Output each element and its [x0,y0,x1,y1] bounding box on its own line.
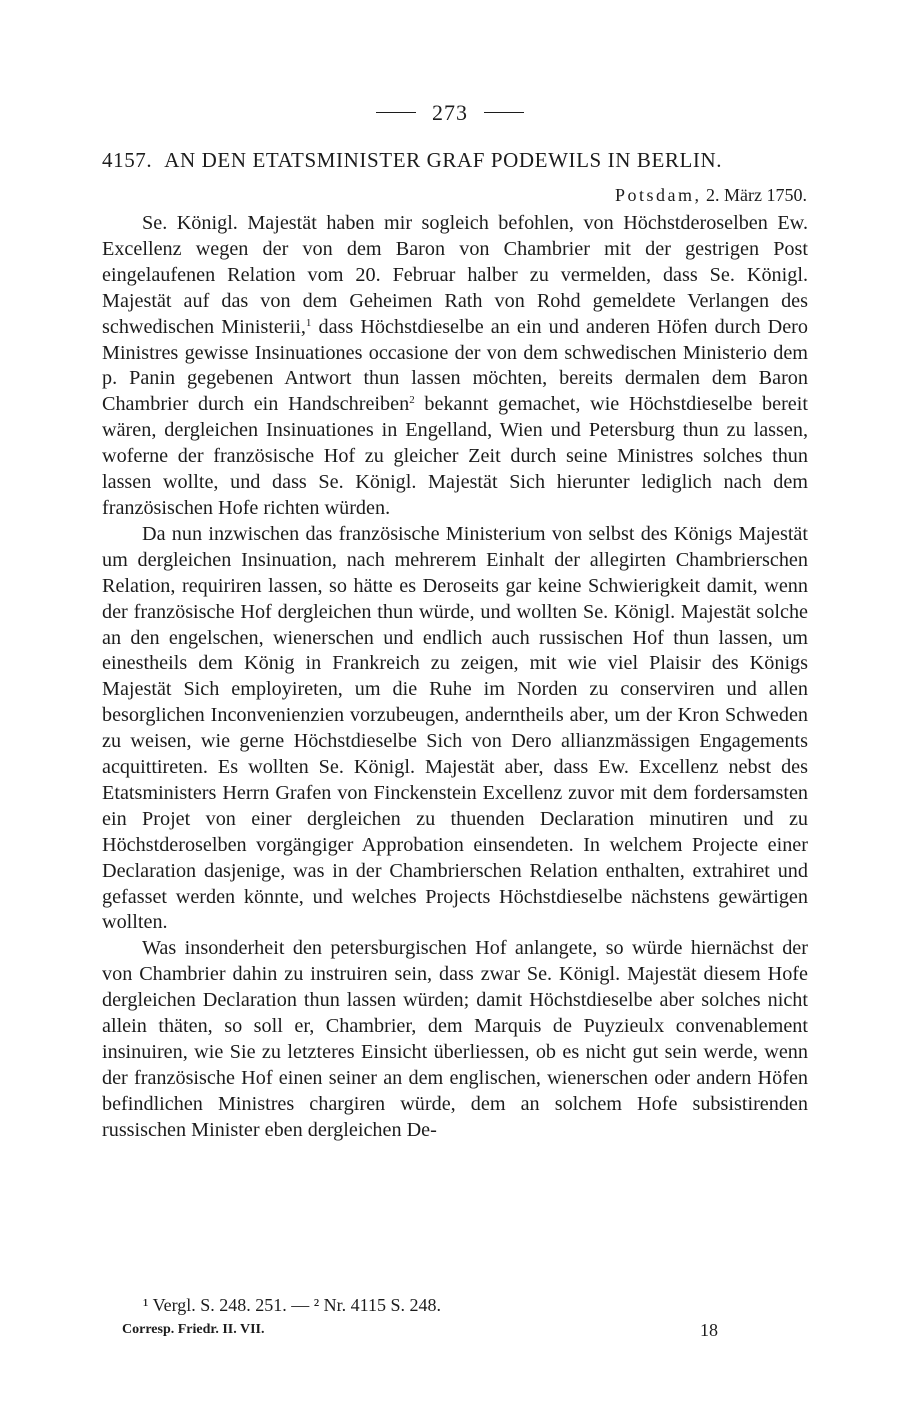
dateline-place: Potsdam, [615,185,702,205]
body-paragraph: Was insonderheit den petersburgischen Hof anlangete, so würde hiernächst der von Chambrier dahin zu instruiren sein, dass zwar Se. Königl. Majestät diesem Hofe dergleichen Declaration thun lassen würden; damit Höchstdieselbe aber solches nicht allein thäten, so soll er, Chambrier, dem Marquis de Puyzieulx convenablement insinuiren, wie Sie zu letzteres Einsicht überliessen, ob es nicht gut sein werde, wenn der französische Hof einen seiner an dem englischen, wienerschen oder andern Höfen befindlichen Ministres chargiren würde, dem an solchem Hofe subsistirenden russischen Minister eben dergleichen De- [102,937,808,1141]
footnote: ¹ Vergl. S. 248. 251. — ² Nr. 4115 S. 248. [143,1295,441,1315]
footnote-marker: 2 [409,394,415,407]
header-dash-left [376,112,416,113]
body-paragraph: Se. Königl. Majestät haben mir sogleich befohlen, von Höchstderoselben Ew. Excellenz wegen der von dem Baron von Chambrier mit der gestrigen Post eingelaufenen Relation vom 20. Februar halber zu vermelden, dass Se. Königl. Majestät auf das von dem Geheimen Rath von Rohd gemeldete Verlangen des schwedischen Ministerii,$^1$ dass Höchstdieselbe an ein und anderen Höfen durch Dero Ministres gewisse Insinuationes occasione der von dem schwedischen Ministerio dem p. Panin gegebenen Antwort thun lassen möchten, bereits dermalen dem Baron Chambrier durch ein Handschreiben$^2$ bekannt gemachet, wie Höchstdieselbe bereit wären, dergleichen Insinuationes in Engelland, Wien und Petersburg thun zu lassen, woferne der französische Hof zu gleicher Zeit durch seine Ministres solches thun lassen wollte, und dass Se. Königl. Majestät Sich hierunter lediglich nach dem französischen Hofe richten würden. [102,212,808,519]
body-paragraph: Da nun inzwischen das französische Ministerium von selbst des Königs Majestät um dergleichen Insinuation, nach mehrerem Einhalt der allegirten Chambrierschen Relation, requiriren lassen, so hätte es Deroseits gar keine Schwierigkeit damit, wenn der französische Hof dergleichen thun würde, und wollten Se. Königl. Majestät solche an den engelschen, wienerschen und endlich auch russischen Hof thun lassen, um einestheils dem König in Frankreich zu zeigen, mit wie viel Plaisir des Königs Majestät Sich employireten, um die Ruhe im Norden zu conserviren und allen besorglichen Inconvenienzien vorzubeugen, anderntheils aber, um der Kron Schweden zu weisen, wie gerne Höchstdieselbe Sich von Dero allianzmässigen Engagements acquittireten. Es wollten Se. Königl. Majestät aber, dass Ew. Excellenz nebst des Etatsministers Herrn Grafen von Finckenstein Excellenz zuvor mit dem fordersamsten ein Projet von einer dergleichen zu thuenden Declaration minutiren und zu Höchstderoselben vorgängiger Approbation einsendeten. In welchem Projecte einer Declaration dasjenige, was in der Chambrierschen Relation enthalten, extrahiret und gefasset werden könnte, und welches Projects Höchstdieselbe nächstens gewärtigen wollten. [102,522,808,934]
dateline-date: 2. März 1750. [706,185,807,205]
letter-title: AN DEN ETATSMINISTER GRAF PODEWILS IN BERLIN. [164,148,723,172]
page-number: 273 [432,100,468,125]
page-header [0,100,900,126]
sheet-number: 18 [700,1320,718,1340]
letter-body [102,211,808,1144]
dateline [615,185,807,206]
header-dash-right [484,112,524,113]
letter-heading [102,148,812,173]
source-signature: Corresp. Friedr. II. VII. [122,1322,265,1337]
footnote-marker: 1 [305,316,312,329]
letter-number: 4157. [102,148,153,172]
